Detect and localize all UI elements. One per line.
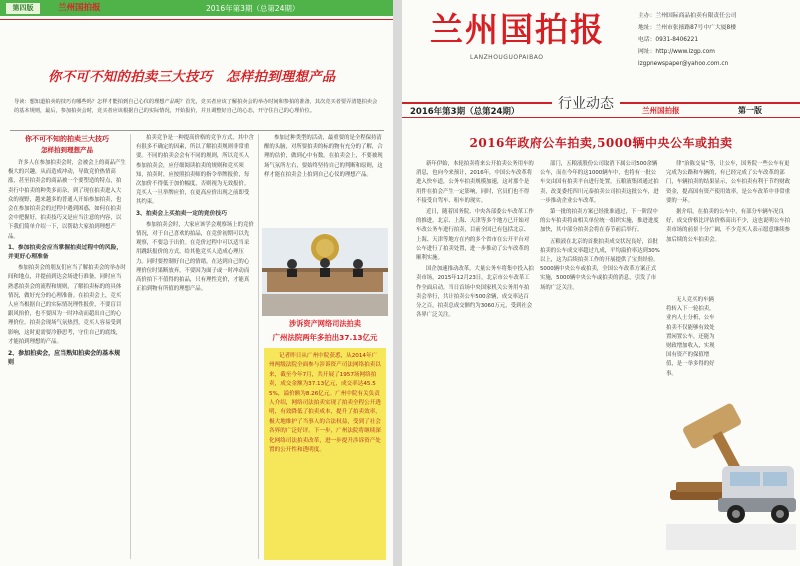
paragraph: 近日，随着国务院、中央各部委公车改革工作的推进，北京、上海、天津等多个地方已开始对车改公务车进行拍卖，目前全国已有包括北京、上海、天津等地方在内的多个省市在公开平台对公车进行了拍卖处置，进一步推动了公车改革的顺利实施。 xyxy=(416,209,534,262)
publisher-info xyxy=(638,10,796,70)
masthead-small: 兰州国拍报 xyxy=(58,3,101,13)
newspaper-page-right xyxy=(402,0,800,566)
paragraph: 第一批的拍卖方案已经批准通过，下一阶段中的公车拍卖将由相关单位统一组织实施，推进进度加快，其中部分拍卖会将在春节前后举行。 xyxy=(540,209,659,234)
paragraph: 据介绍，在拍卖的公车中，有部分车辆车况良好，成交价格比评估价格高出不少，这也说明公车拍卖市场的前景十分广阔，不少竞买人表示愿意继续参加后续的公车拍卖会。 xyxy=(666,209,790,243)
headline: 2016年政府公车拍卖,5000辆中央公车或拍卖 xyxy=(469,136,733,150)
section-heading: 2、参加拍卖会，应当熟知拍卖会的基本规则 xyxy=(8,350,121,367)
lead-paragraph: 导读：想知道拍卖的技巧有哪些吗？怎样才能拍到自己心仪的理想产品呢？首先，竞买者应该了解拍卖会的举办时间和参拍的准备，其次竞买者要弄清楚拍卖会的基本规则，最后，参加拍卖会时，竞买者应该根据自己的实际情况，开始报价，并且调整好自己的心态，开守住自己的心理价位。 xyxy=(14,99,378,114)
gavel-car-illustration xyxy=(666,370,796,550)
paragraph: 国企加速推动改革，大量公务车将集中投入拍卖市场，2015年12月23日，北京市公车改革工作全面启动，当日首场中央国家机关公务用车拍卖会举行，共计拍卖公车500余辆，成交率达百分之百，拍卖总成交额约为3060万元，受到社会各界广泛关注。 xyxy=(416,266,534,319)
paragraph: 拍卖竞争是一种提高价格的竞争方式，其中含有很多不确定的因素，所以了解拍卖规则非常重要。不同的拍卖会会有不同的规则，所以竞买人参加拍卖会，应仔细阅读拍卖的规则和竞买须知，拍卖时，应按照拍卖师的指令举牌报价，每次加价不得低于加价幅度，否则视为无效报价。竞买人一旦举牌应价，在更高应价出现之前即受其约束。 xyxy=(136,135,254,206)
paragraph: 无人竞买的车辆将转入下一轮拍卖，业内人士分析，公车拍卖不仅能够有效处置闲置公车，还能为财政增加收入，实现国有资产的保值增值，是一举多得的好事。 xyxy=(666,297,715,377)
highlight-box xyxy=(264,348,386,560)
column-3 xyxy=(264,134,386,224)
edition-label: 第四版 xyxy=(6,3,40,14)
column-1 xyxy=(8,134,126,562)
issue-label: 2016年第3期（总第24期） xyxy=(206,4,300,13)
highlight-box-text: 记者昨日从广州中院获悉，从2014年广州两级法院全面参与涉诉资产司法网络拍卖以来，截至今年7月，共开展了1957场网络拍卖，成交金额为37.13亿元，成交率达45.55%，溢价额为8.26亿元。广州中院有关负责人介绍，网络司法拍卖实现了拍卖全程公开透明，有效降低了拍卖成本，提升了拍卖效率，极大地维护了当事人的合法权益，受到了社会各界的广泛好评。下一步，广州法院将继续深化网络司法拍卖改革，进一步提升涉诉资产处置的公开性和透明度。 xyxy=(269,353,381,454)
paragraph: 五粮液在北京的首批拍卖成交状况良好，首批拍卖的公车成交率超过九成，平均溢价率达到30%以上，这为后续拍卖工作的开展提供了宝贵经验。5000辆中央公车或拍卖，全国公车改革方案正式实施，5000辆中央公车或拍卖的消息，引发了市场的广泛关注。 xyxy=(540,238,660,291)
lead-divider xyxy=(10,130,384,131)
header-rule-bottom xyxy=(402,117,800,118)
article-subhead: 广州法院两年多拍出37.13亿元 xyxy=(272,333,378,342)
edition-label: 第一版 xyxy=(738,106,762,115)
address-line: 地址：兰州市张掖路87号中广大厦8楼 xyxy=(638,25,737,31)
column-1 xyxy=(416,160,534,562)
paragraph: 参加拍卖会时，大家应该学会观察场上的竞价情况，对于自己喜欢的拍品，在竞价初期可以先观察，不要急于出价。在竞价过程中可以适当采用跳跃报价的方式，给其他竞买人造成心理压力。同时要控制好自己的情绪，在达到自己的心理价位时果断放弃，不要因为面子或一时冲动而高价拍下不值得的拍品，只有理性竞价，才能真正拍到物有所值的理想产品。 xyxy=(136,221,254,293)
section-heading: 3、拍卖会上买拍卖一定的竞价技巧 xyxy=(136,210,227,217)
publisher-line: 主办：兰州国际商品拍卖有限责任公司 xyxy=(638,13,737,19)
masthead-pinyin: LANZHOUGUOPAIBAO xyxy=(470,54,544,61)
paragraph: 参加拍卖会的朋友们应当了解拍卖会的举办时间和地点，并提前到达会场进行准备。同时应当熟悉拍卖会的流程和规则，了解拍卖标的的具体情况，做好充分的心理准备。在拍卖会上，竞买人应当根据自己的实际情况理性报价，不要盲目跟风抬价，也不要因为一时冲动而超出自己的心理价位。拍卖会现场气氛热烈，竞买人容易受到影响，这时更需要冷静思考，守住自己的底线，才能拍到理想的产品。 xyxy=(8,265,126,345)
column-rule xyxy=(130,134,131,559)
section-heading: 1、参加拍卖会应当掌握拍卖过程中的风险，并更好心理准备 xyxy=(8,244,123,261)
email-link[interactable]: lzgpnewspaper@yahoo.com.cn xyxy=(638,61,729,67)
column-title: 你不可不知的拍卖三大技巧 xyxy=(25,135,109,143)
paragraph: 新年伊始，本轮拍卖将来公开拍卖公务用车的消息，也向今来预计，2016年，中国公车改革将进入快车道，公务车拍卖规模加速，这对那个是用件在拍会产生一定影响，同时，官员们也不得不接受自驾车、租车的现实。 xyxy=(416,161,534,204)
column-2 xyxy=(136,134,254,562)
headline: 你不可不知的拍卖三大技巧 怎样拍到理想产品 xyxy=(48,70,336,85)
courtroom-photo xyxy=(262,228,388,316)
masthead-small: 兰州国拍报 xyxy=(642,106,680,115)
photo-caption: 涉诉资产网络司法拍卖 xyxy=(289,319,361,328)
paragraph: 许多人在参加拍卖会时，会被会上的商品产生极大的兴趣，从而造成冲动，导致竞价热情高涨，甚至拍卖会的商品被一个要塑造的特点，拍卖行中拍卖的种类多而杂，到了现在拍卖进入大众的视野，越来越多的普通人开始参加拍卖，也会在参加拍卖会的过程中遇到困惑，如何在拍卖会中把握好，拍卖技巧又是应当注意的内容，以下我们简单介绍一下，以帮助大家拍到理想产品。 xyxy=(8,160,126,240)
website-link[interactable]: 网址：http://www.lzgp.com xyxy=(638,49,715,55)
column-subtitle: 怎样拍到理想产品 xyxy=(41,146,93,154)
paragraph: 部门，五粮液股份公司取消下属公司500余辆公车，而在今年的这1000辆车中，也将有一批公车交由国有拍卖平台进行处置，五粮液集团通过拍卖，改变委托四川元泰拍卖公司拍卖这批公车，进一步推动企业公车改革。 xyxy=(540,161,659,204)
masthead-logo: 兰州国拍报 xyxy=(430,10,605,49)
column-3-wrap xyxy=(666,296,716,377)
section-title: 行业动态 xyxy=(552,93,620,113)
column-rule xyxy=(258,134,259,559)
column-2 xyxy=(540,160,660,562)
paragraph: 参加过种类型的活动，最重要的是全程保持清醒的头脑，对所要拍卖的标的物有充分的了解，合理的估价，做到心中有数。在拍卖会上，不要被现场气氛所左右，要始终坚持自己的判断和原则，这样才能在拍卖会上拍到自己心仪的理想产品。 xyxy=(264,135,383,178)
paragraph: 律“治陈交易”等，让公车，国务院一些公车有更完成为公路和车辆的，有已经完成了公车改革的部门，车辆拍卖的结果显示，公车拍卖有利于节约财政资金，提高国有资产使用效率，是公车改革中非常重要的一环。 xyxy=(666,161,790,204)
newspaper-page-left xyxy=(0,0,393,566)
issue-label: 2016年第3期（总第24期） xyxy=(410,107,520,117)
phone-line: 电话：0931-8406221 xyxy=(638,37,699,43)
column-3 xyxy=(666,160,792,300)
header-divider xyxy=(0,19,393,20)
